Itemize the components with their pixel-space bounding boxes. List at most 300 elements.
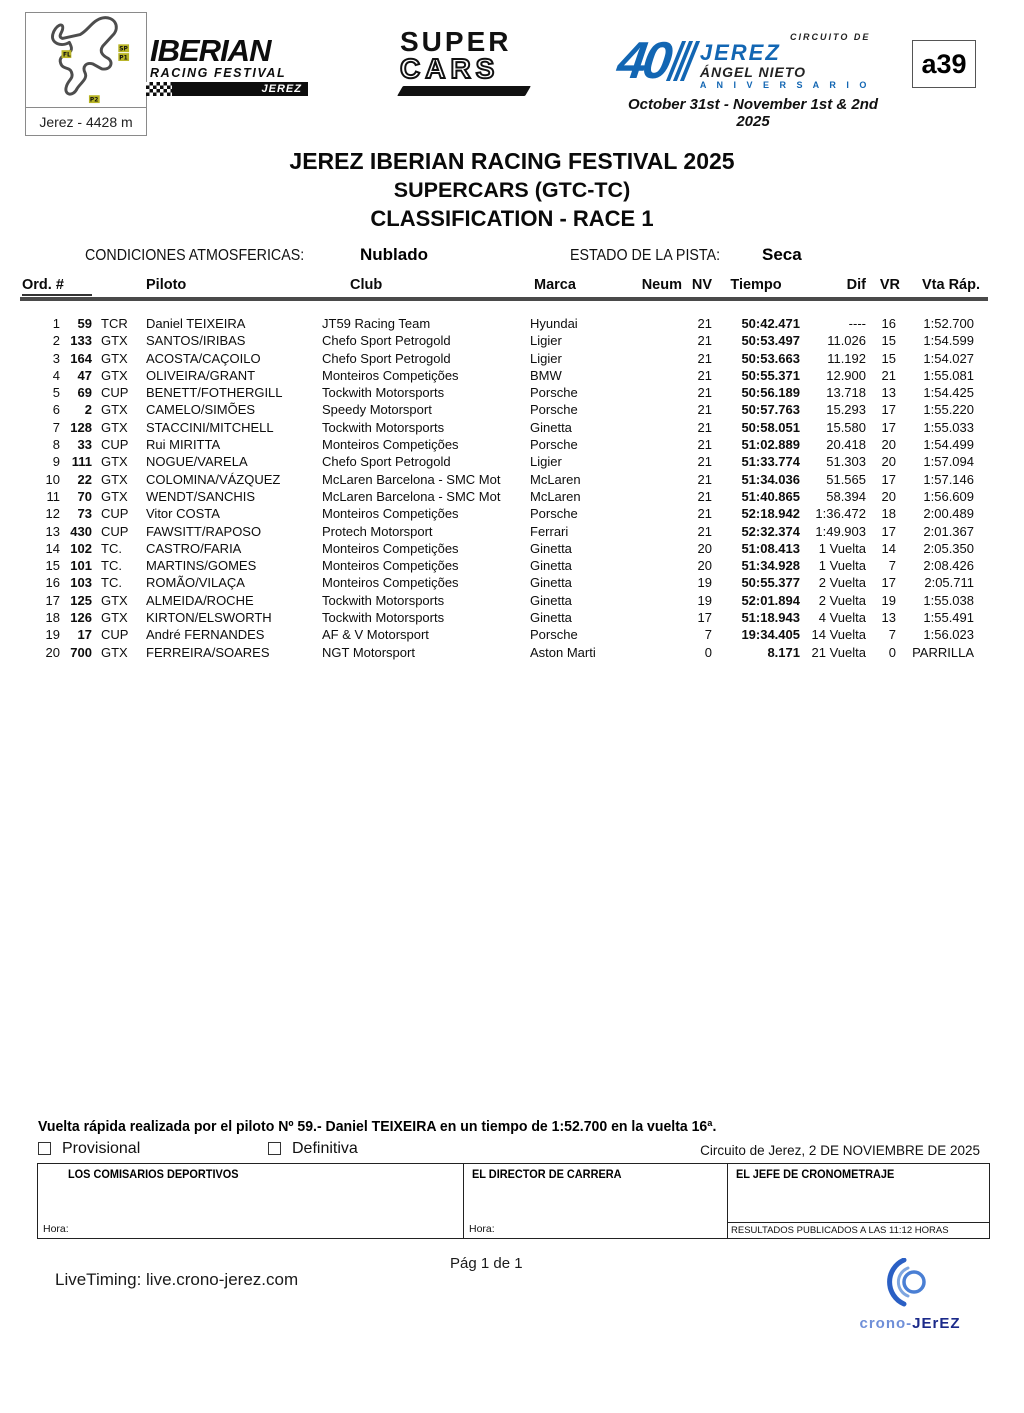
cell-vr: 20 bbox=[881, 488, 896, 504]
cell-ord: 18 bbox=[45, 610, 60, 626]
cell-club: Tockwith Motorsports bbox=[322, 419, 445, 435]
cell-neum bbox=[620, 436, 682, 453]
cell-pilot: André FERNANDES bbox=[146, 627, 265, 643]
cell-neum bbox=[620, 540, 682, 557]
cell-vr: 20 bbox=[881, 437, 896, 453]
cell-vta: 1:55.491 bbox=[923, 610, 974, 626]
table-row bbox=[22, 350, 986, 367]
cell-dif: 58.394 bbox=[826, 488, 866, 504]
cell-nv: 21 bbox=[697, 350, 712, 366]
cell-marca: Ligier bbox=[530, 333, 562, 349]
cell-vr: 16 bbox=[881, 316, 896, 331]
cell-dif: 51.303 bbox=[826, 454, 866, 470]
iberian-logo-jerez: JEREZ bbox=[261, 83, 302, 95]
cell-num: 103 bbox=[70, 575, 92, 591]
col-nv: NV bbox=[691, 277, 712, 293]
cell-marca: McLaren bbox=[530, 471, 581, 487]
table-row bbox=[22, 609, 986, 626]
cell-cls: CUP bbox=[101, 437, 129, 453]
cell-neum bbox=[620, 384, 682, 401]
table-row bbox=[22, 332, 986, 349]
classification-title: CLASSIFICATION - RACE 1 bbox=[370, 206, 654, 231]
cell-cls: GTX bbox=[101, 333, 128, 349]
cell-marca: Porsche bbox=[530, 402, 578, 418]
col-pilot: Piloto bbox=[146, 277, 187, 293]
fastest-lap-note: Vuelta rápida realizada por el piloto Nº 59.- Daniel TEIXEIRA en un tiempo de 1:52.700 en la vuelta 16ª. bbox=[38, 1119, 717, 1135]
cell-vr: 17 bbox=[881, 471, 896, 487]
doc-code-badge: a39 bbox=[912, 40, 976, 88]
definitiva-checkbox[interactable] bbox=[268, 1142, 281, 1155]
table-row bbox=[22, 540, 986, 557]
cell-club: Monteiros Competições bbox=[322, 506, 459, 522]
iberian-festival-logo bbox=[150, 33, 308, 96]
cell-tiempo: 51:34.036 bbox=[741, 471, 800, 487]
cell-cls: CUP bbox=[101, 506, 129, 522]
cell-vr: 0 bbox=[888, 644, 896, 660]
cell-marca: Aston Marti bbox=[530, 644, 596, 660]
cell-club: Protech Motorsport bbox=[322, 523, 433, 539]
cell-num: 69 bbox=[77, 385, 92, 401]
cell-cls: GTX bbox=[101, 592, 128, 608]
cell-ord: 5 bbox=[52, 385, 60, 401]
cell-vta: 1:55.220 bbox=[923, 402, 974, 418]
cell-tiempo: 50:55.377 bbox=[741, 575, 800, 591]
results-body bbox=[22, 315, 986, 661]
cell-vta: 1:56.609 bbox=[923, 488, 974, 504]
cell-vta: 2:05.711 bbox=[924, 575, 974, 591]
cell-dif: 2 Vuelta bbox=[818, 575, 866, 591]
cell-marca: Ginetta bbox=[530, 419, 572, 435]
cell-neum bbox=[620, 453, 682, 470]
cell-num: 70 bbox=[77, 488, 92, 504]
cell-dif: 1 Vuelta bbox=[818, 540, 866, 556]
cell-tiempo: 51:33.774 bbox=[741, 454, 800, 470]
col-neum: Neum bbox=[641, 277, 682, 293]
cell-club: JT59 Racing Team bbox=[322, 316, 431, 331]
cell-tiempo: 50:57.763 bbox=[741, 402, 800, 418]
results-published-note: RESULTADOS PUBLICADOS A LAS 11:12 HORAS bbox=[728, 1222, 989, 1238]
cell-tiempo: 52:01.894 bbox=[741, 592, 800, 608]
provisional-checkbox[interactable] bbox=[38, 1142, 51, 1155]
cell-ord: 14 bbox=[45, 540, 60, 556]
cell-vta: 2:01.367 bbox=[923, 523, 974, 539]
cell-num: 101 bbox=[70, 558, 92, 574]
cell-marca: Ligier bbox=[530, 454, 562, 470]
cell-vr: 7 bbox=[888, 558, 896, 574]
cell-num: 128 bbox=[70, 419, 92, 435]
table-row bbox=[22, 592, 986, 609]
cell-nv: 7 bbox=[704, 627, 712, 643]
cell-vta: 1:52.700 bbox=[923, 316, 974, 331]
cell-vr: 13 bbox=[881, 385, 896, 401]
cell-marca: McLaren bbox=[530, 488, 581, 504]
supercars-swoosh-icon bbox=[397, 86, 531, 96]
angel-nieto-label: ÁNGEL NIETO bbox=[699, 64, 807, 80]
col-vta: Vta Ráp. bbox=[921, 277, 980, 293]
crono-swirl-icon bbox=[880, 1258, 940, 1310]
cell-cls: GTX bbox=[101, 471, 128, 487]
cell-nv: 21 bbox=[697, 419, 712, 435]
aniversario-label: A N I V E R S A R I O bbox=[699, 80, 871, 90]
cell-ord: 17 bbox=[45, 592, 60, 608]
cell-ord: 3 bbox=[52, 350, 60, 366]
cell-num: 126 bbox=[70, 610, 92, 626]
cell-vta: 1:55.038 bbox=[923, 592, 974, 608]
cell-club: McLaren Barcelona - SMC Mot bbox=[322, 471, 501, 487]
cell-num: 133 bbox=[70, 333, 92, 349]
cell-vta: 1:56.023 bbox=[923, 627, 974, 643]
cell-club: McLaren Barcelona - SMC Mot bbox=[322, 488, 501, 504]
cell-dif: 15.293 bbox=[826, 402, 866, 418]
page-number: Pág 1 de 1 bbox=[450, 1255, 523, 1272]
cell-ord: 13 bbox=[45, 523, 60, 539]
cell-marca: Ginetta bbox=[530, 558, 572, 574]
checkered-flag-icon bbox=[146, 82, 172, 96]
cell-nv: 21 bbox=[697, 367, 712, 383]
crono-wordmark-light: crono- bbox=[859, 1315, 913, 1332]
cell-ord: 12 bbox=[45, 506, 60, 522]
cell-nv: 21 bbox=[697, 333, 712, 349]
cell-tiempo: 8.171 bbox=[767, 644, 800, 660]
cell-num: 17 bbox=[77, 627, 92, 643]
table-row bbox=[22, 471, 986, 488]
cell-cls: GTX bbox=[101, 454, 128, 470]
cell-pilot: COLOMINA/VÁZQUEZ bbox=[146, 471, 281, 487]
cell-marca: BMW bbox=[530, 367, 562, 383]
cell-nv: 0 bbox=[704, 644, 712, 660]
cell-ord: 16 bbox=[45, 575, 60, 591]
cell-neum bbox=[620, 592, 682, 609]
cell-pilot: WENDT/SANCHIS bbox=[146, 488, 256, 504]
cell-pilot: Rui MIRITTA bbox=[146, 437, 221, 453]
cell-vr: 18 bbox=[881, 506, 896, 522]
svg-text:FL: FL bbox=[62, 52, 71, 59]
cell-cls: GTX bbox=[101, 402, 128, 418]
cell-pilot: ROMÃO/VILAÇA bbox=[146, 575, 245, 591]
cell-marca: Porsche bbox=[530, 437, 578, 453]
cell-vr: 15 bbox=[881, 333, 896, 349]
cell-cls: CUP bbox=[101, 385, 129, 401]
cell-marca: Ginetta bbox=[530, 610, 572, 626]
cell-cls: CUP bbox=[101, 627, 129, 643]
cell-dif: 2 Vuelta bbox=[818, 592, 866, 608]
cell-pilot: CAMELO/SIMÕES bbox=[146, 402, 256, 418]
results-header bbox=[22, 277, 986, 296]
cell-vr: 17 bbox=[881, 523, 896, 539]
race-director-cell bbox=[464, 1164, 728, 1238]
col-class bbox=[92, 277, 134, 296]
cell-marca: Ginetta bbox=[530, 592, 572, 608]
cell-nv: 21 bbox=[697, 316, 712, 331]
header-divider bbox=[20, 297, 988, 301]
cell-vta: 1:54.027 bbox=[923, 350, 974, 366]
supercars-logo bbox=[400, 28, 540, 96]
cell-vr: 17 bbox=[881, 402, 896, 418]
cell-vr: 14 bbox=[881, 540, 896, 556]
cell-num: 47 bbox=[77, 367, 92, 383]
cell-vr: 20 bbox=[881, 454, 896, 470]
col-club: Club bbox=[350, 277, 383, 293]
cell-tiempo: 51:34.928 bbox=[741, 558, 800, 574]
circuito-de-label: CIRCUITO DE bbox=[790, 32, 871, 42]
cell-pilot: ACOSTA/CAÇOILO bbox=[146, 350, 261, 366]
cell-club: Monteiros Competições bbox=[322, 437, 459, 453]
table-row bbox=[22, 315, 986, 332]
track-state-value: Seca bbox=[762, 245, 802, 264]
cell-tiempo: 51:08.413 bbox=[741, 540, 800, 556]
cell-cls: TC. bbox=[101, 558, 122, 574]
cell-pilot: OLIVEIRA/GRANT bbox=[146, 367, 256, 383]
cell-neum bbox=[620, 471, 682, 488]
cell-marca: Ginetta bbox=[530, 575, 572, 591]
cell-club: Chefo Sport Petrogold bbox=[322, 454, 451, 470]
cell-vta: PARRILLA bbox=[912, 644, 974, 660]
weather-label: CONDICIONES ATMOSFERICAS: bbox=[85, 247, 305, 264]
cell-num: 2 bbox=[84, 402, 92, 418]
stewards-hora-label: Hora: bbox=[43, 1223, 69, 1235]
iberian-logo-text: IBERIAN bbox=[150, 33, 271, 68]
cell-nv: 21 bbox=[697, 385, 712, 401]
cell-num: 59 bbox=[77, 316, 92, 331]
cell-dif: 51.565 bbox=[826, 471, 866, 487]
cell-ord: 8 bbox=[52, 437, 60, 453]
speed-slashes-icon bbox=[674, 41, 692, 81]
cell-ord: 11 bbox=[46, 488, 60, 504]
cell-tiempo: 51:18.943 bbox=[741, 610, 800, 626]
cell-neum bbox=[620, 644, 682, 661]
cell-vta: 1:57.146 bbox=[923, 471, 974, 487]
cell-marca: Ferrari bbox=[530, 523, 569, 539]
col-vr: VR bbox=[879, 277, 900, 293]
cell-nv: 20 bbox=[697, 558, 712, 574]
cell-dif: 12.900 bbox=[826, 367, 866, 383]
stewards-cell bbox=[38, 1164, 464, 1238]
cell-nv: 21 bbox=[697, 471, 712, 487]
cell-club: Tockwith Motorsports bbox=[322, 592, 445, 608]
cell-vr: 15 bbox=[881, 350, 896, 366]
cell-num: 102 bbox=[70, 540, 92, 556]
cell-neum bbox=[620, 332, 682, 349]
table-row bbox=[22, 626, 986, 643]
cell-tiempo: 19:34.405 bbox=[741, 627, 800, 643]
signature-table bbox=[37, 1163, 990, 1239]
cell-tiempo: 50:56.189 bbox=[741, 385, 800, 401]
supercars-logo-top: SUPER bbox=[400, 26, 512, 57]
cell-tiempo: 51:02.889 bbox=[741, 437, 800, 453]
cell-neum bbox=[620, 488, 682, 505]
cell-vr: 17 bbox=[881, 575, 896, 591]
cell-club: AF & V Motorsport bbox=[322, 627, 429, 643]
cell-tiempo: 50:42.471 bbox=[741, 316, 800, 331]
cell-nv: 21 bbox=[697, 454, 712, 470]
cell-ord: 7 bbox=[52, 419, 60, 435]
cell-pilot: STACCINI/MITCHELL bbox=[146, 419, 274, 435]
cell-neum bbox=[620, 557, 682, 574]
table-row bbox=[22, 644, 986, 661]
weather-value: Nublado bbox=[360, 245, 428, 264]
cell-tiempo: 50:53.497 bbox=[741, 333, 800, 349]
cell-tiempo: 50:58.051 bbox=[741, 419, 800, 435]
cell-cls: GTX bbox=[101, 610, 128, 626]
cell-nv: 21 bbox=[697, 488, 712, 504]
cell-tiempo: 52:18.942 bbox=[741, 506, 800, 522]
cell-vr: 13 bbox=[881, 610, 896, 626]
cell-dif: ---- bbox=[848, 316, 866, 331]
status-row bbox=[38, 1140, 980, 1160]
cell-ord: 4 bbox=[52, 367, 60, 383]
category-title: SUPERCARS (GTC-TC) bbox=[393, 178, 631, 202]
table-row bbox=[22, 401, 986, 418]
svg-text:SP: SP bbox=[119, 46, 128, 53]
supercars-logo-bottom: CARS bbox=[400, 53, 500, 84]
table-row bbox=[22, 557, 986, 574]
cell-marca: Porsche bbox=[530, 385, 578, 401]
cell-tiempo: 51:40.865 bbox=[741, 488, 800, 504]
cell-dif: 1 Vuelta bbox=[818, 558, 866, 574]
issue-date: Circuito de Jerez, 2 DE NOVIEMBRE DE 2025 bbox=[700, 1143, 980, 1158]
timekeeper-cell bbox=[728, 1164, 989, 1238]
provisional-label: Provisional bbox=[62, 1140, 141, 1157]
cell-pilot: KIRTON/ELSWORTH bbox=[146, 610, 272, 626]
cell-marca: Porsche bbox=[530, 627, 578, 643]
cell-neum bbox=[620, 350, 682, 367]
cell-nv: 21 bbox=[697, 523, 712, 539]
cell-pilot: CASTRO/FARIA bbox=[146, 540, 242, 556]
cell-neum bbox=[620, 367, 682, 384]
col-marca: Marca bbox=[534, 277, 576, 293]
cell-club: Speedy Motorsport bbox=[322, 402, 432, 418]
cell-vr: 19 bbox=[881, 592, 896, 608]
cell-pilot: SANTOS/IRIBAS bbox=[146, 333, 246, 349]
cell-dif: 14 Vuelta bbox=[811, 627, 866, 643]
cell-pilot: NOGUE/VARELA bbox=[146, 454, 248, 470]
cell-neum bbox=[620, 401, 682, 418]
cell-pilot: Daniel TEIXEIRA bbox=[146, 316, 246, 331]
cell-nv: 19 bbox=[697, 592, 712, 608]
cell-ord: 19 bbox=[45, 627, 60, 643]
cell-num: 164 bbox=[70, 350, 92, 366]
cell-vta: 1:54.425 bbox=[923, 385, 974, 401]
page-title: JEREZ IBERIAN RACING FESTIVAL 2025 bbox=[289, 148, 735, 174]
cell-club: Tockwith Motorsports bbox=[322, 385, 445, 401]
cell-nv: 21 bbox=[697, 437, 712, 453]
cell-ord: 15 bbox=[45, 558, 60, 574]
cell-pilot: ALMEIDA/ROCHE bbox=[146, 592, 254, 608]
cell-dif: 15.580 bbox=[826, 419, 866, 435]
cell-neum bbox=[620, 315, 682, 332]
table-row bbox=[22, 523, 986, 540]
cell-ord: 2 bbox=[52, 333, 60, 349]
cell-nv: 21 bbox=[697, 506, 712, 522]
cell-club: NGT Motorsport bbox=[322, 644, 415, 660]
cell-marca: Porsche bbox=[530, 506, 578, 522]
cell-cls: TC. bbox=[101, 575, 122, 591]
cell-neum bbox=[620, 523, 682, 540]
svg-text:P2: P2 bbox=[89, 97, 99, 104]
cell-dif: 13.718 bbox=[826, 385, 866, 401]
iberian-logo-bar bbox=[150, 82, 308, 96]
cell-cls: GTX bbox=[101, 644, 128, 660]
table-row bbox=[22, 488, 986, 505]
cell-nv: 19 bbox=[697, 575, 712, 591]
cell-vta: 1:54.499 bbox=[923, 437, 974, 453]
cell-ord: 1 bbox=[52, 316, 60, 331]
cell-pilot: BENETT/FOTHERGILL bbox=[146, 385, 283, 401]
cell-dif: 20.418 bbox=[826, 437, 866, 453]
table-row bbox=[22, 436, 986, 453]
cell-num: 33 bbox=[77, 437, 92, 453]
timekeeper-label: EL JEFE DE CRONOMETRAJE bbox=[736, 1169, 895, 1181]
cell-num: 430 bbox=[70, 523, 92, 539]
race-director-hora-label: Hora: bbox=[469, 1223, 495, 1235]
cell-dif: 1:36.472 bbox=[815, 506, 866, 522]
cell-nv: 17 bbox=[697, 610, 712, 626]
cell-nv: 20 bbox=[697, 540, 712, 556]
table-row bbox=[22, 419, 986, 436]
cell-pilot: FERREIRA/SOARES bbox=[146, 644, 270, 660]
cell-tiempo: 50:53.663 bbox=[741, 350, 800, 366]
cell-dif: 11.192 bbox=[827, 350, 866, 366]
cell-vta: 1:55.081 bbox=[923, 367, 974, 383]
cell-cls: GTX bbox=[101, 488, 128, 504]
col-ord-num: Ord. # bbox=[22, 277, 92, 296]
cell-pilot: MARTINS/GOMES bbox=[146, 558, 257, 574]
cell-dif: 4 Vuelta bbox=[818, 610, 866, 626]
svg-text:P1: P1 bbox=[119, 55, 128, 62]
col-dif: Dif bbox=[846, 277, 866, 293]
jerez-40-aniversario-logo bbox=[613, 32, 888, 130]
livetiming-url: LiveTiming: live.crono-jerez.com bbox=[55, 1270, 299, 1289]
cell-vta: 2:05.350 bbox=[923, 540, 974, 556]
track-map-icon bbox=[26, 13, 146, 108]
cell-neum bbox=[620, 626, 682, 643]
cell-club: Tockwith Motorsports bbox=[322, 610, 445, 626]
cell-club: Monteiros Competições bbox=[322, 540, 459, 556]
cell-vta: 1:55.033 bbox=[923, 419, 974, 435]
cell-dif: 1:49.903 bbox=[815, 523, 866, 539]
cell-num: 111 bbox=[71, 454, 92, 470]
cell-neum bbox=[620, 574, 682, 591]
cell-tiempo: 52:32.374 bbox=[741, 523, 800, 539]
iberian-logo-subtext: RACING FESTIVAL bbox=[150, 66, 287, 80]
cell-ord: 10 bbox=[45, 471, 60, 487]
cell-cls: CUP bbox=[101, 523, 129, 539]
cell-club: Chefo Sport Petrogold bbox=[322, 350, 451, 366]
cell-pilot: FAWSITT/RAPOSO bbox=[146, 523, 262, 539]
track-state-label: ESTADO DE LA PISTA: bbox=[570, 247, 721, 264]
cell-neum bbox=[620, 505, 682, 522]
cell-vr: 21 bbox=[881, 367, 896, 383]
cell-vta: 2:08.426 bbox=[923, 558, 974, 574]
cell-marca: Ligier bbox=[530, 350, 562, 366]
definitiva-label: Definitiva bbox=[292, 1140, 358, 1157]
cell-vta: 1:54.599 bbox=[923, 333, 974, 349]
jerez-wordmark: JEREZ bbox=[699, 40, 781, 65]
cell-num: 125 bbox=[70, 592, 92, 608]
cell-cls: GTX bbox=[101, 350, 128, 366]
cell-num: 700 bbox=[70, 644, 92, 660]
cell-vta: 2:00.489 bbox=[923, 506, 974, 522]
cell-cls: GTX bbox=[101, 367, 128, 383]
cell-tiempo: 50:55.371 bbox=[741, 367, 800, 383]
table-row bbox=[22, 505, 986, 522]
forty-number: 40 bbox=[613, 32, 672, 90]
cell-dif: 21 Vuelta bbox=[811, 644, 866, 660]
cell-ord: 20 bbox=[45, 644, 60, 660]
cell-pilot: Vitor COSTA bbox=[146, 506, 220, 522]
cell-num: 22 bbox=[77, 471, 92, 487]
cell-cls: TCR bbox=[101, 316, 128, 331]
